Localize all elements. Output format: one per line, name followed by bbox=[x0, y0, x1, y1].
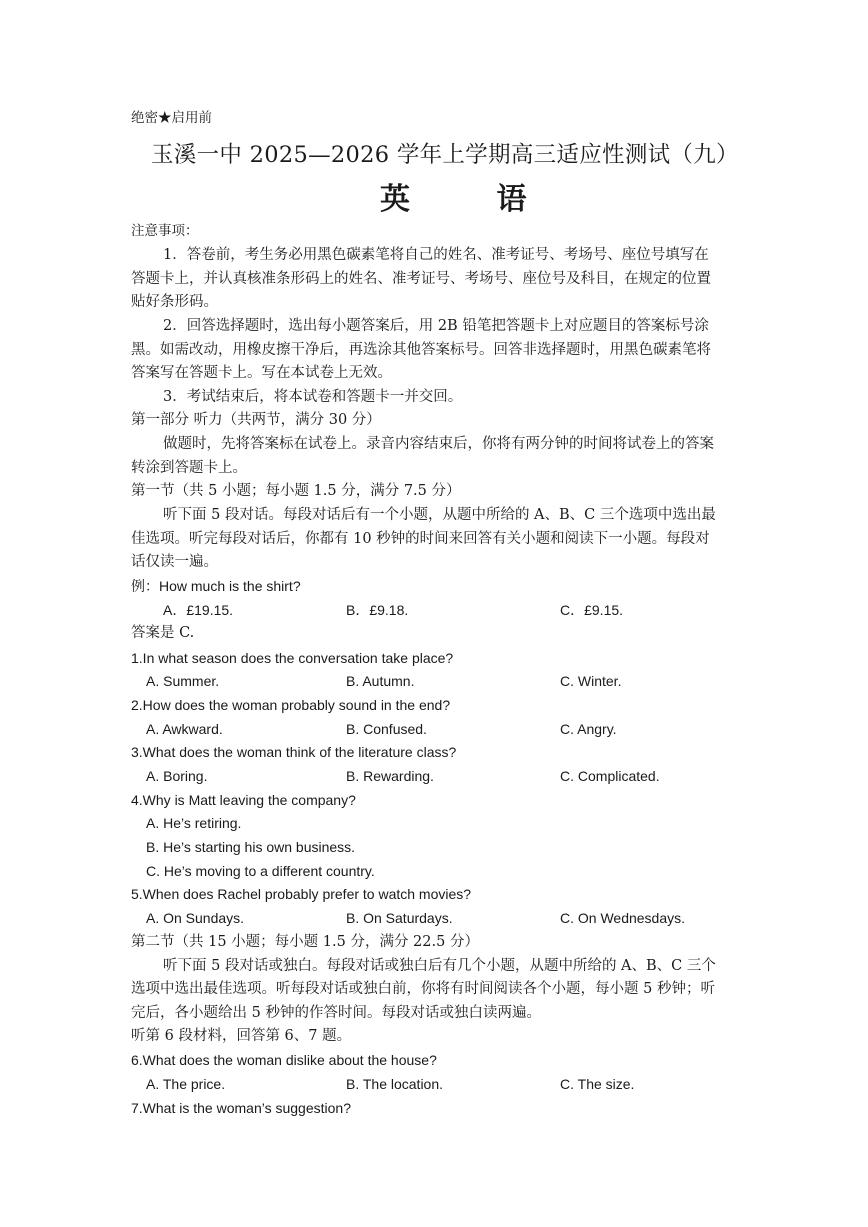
section2-intro-cont: 完后，各小题给出 5 秒钟的作答时间。每段对话或独白读两遍。 bbox=[131, 1005, 541, 1021]
section1-intro-cont: 话仅读一遍。 bbox=[131, 554, 218, 570]
q2-option-b: B. Confused. bbox=[346, 721, 427, 737]
q2-option-a: A. Awkward. bbox=[146, 721, 223, 737]
q3-option-c: C. Complicated. bbox=[560, 768, 660, 784]
question-1: 1.In what season does the conversation take place? bbox=[131, 650, 454, 666]
notice-title: 注意事项： bbox=[131, 223, 199, 239]
q3-option-b: B. Rewarding. bbox=[346, 768, 434, 784]
notice-item-1: 1．答卷前，考生务必用黑色碳素笔将自己的姓名、准考证号、考场号、座位号填写在 bbox=[163, 247, 709, 263]
q5-option-a: A. On Sundays. bbox=[146, 910, 245, 926]
question-6: 6.What does the woman dislike about the house? bbox=[131, 1052, 437, 1068]
example-option-b: B．£9.18. bbox=[346, 602, 409, 618]
exam-title: 玉溪一中 2025—2026 学年上学期高三适应性测试（九） bbox=[151, 142, 739, 168]
section1-intro: 听下面 5 段对话。每段对话后有一个小题，从题中所给的 A、B、C 三个选项中选出最 bbox=[163, 507, 716, 523]
example-answer: 答案是 C. bbox=[131, 625, 195, 641]
q4-option-a: A. He’s retiring. bbox=[146, 815, 242, 831]
question-3: 3.What does the woman think of the literature class? bbox=[131, 744, 457, 760]
notice-item-1-cont: 答题卡上，并认真核准条形码上的姓名、准考证号、考场号、座位号及科目，在规定的位置 bbox=[131, 271, 711, 287]
question-4: 4.Why is Matt leaving the company? bbox=[131, 792, 356, 808]
material-6-header: 听第 6 段材料，回答第 6、7 题。 bbox=[131, 1028, 352, 1044]
q6-option-a: A. The price. bbox=[146, 1076, 226, 1092]
example-option-a: A．£19.15. bbox=[163, 602, 234, 618]
q1-option-a: A. Summer. bbox=[146, 673, 220, 689]
part1-intro: 做题时，先将答案标在试卷上。录音内容结束后，你将有两分钟的时间将试卷上的答案 bbox=[163, 436, 714, 452]
section2-title: 第二节（共 15 小题；每小题 1.5 分，满分 22.5 分） bbox=[131, 934, 479, 950]
q1-option-b: B. Autumn. bbox=[346, 673, 415, 689]
notice-item-1-cont: 贴好条形码。 bbox=[131, 294, 218, 310]
q6-option-c: C. The size. bbox=[560, 1076, 635, 1092]
confidential-mark: 绝密★启用前 bbox=[131, 110, 212, 126]
example-option-c: C．£9.15. bbox=[560, 602, 624, 618]
part1-intro-cont: 转涂到答题卡上。 bbox=[131, 460, 247, 476]
section2-intro: 听下面 5 段对话或独白。每段对话或独白后有几个小题，从题中所给的 A、B、C 三个 bbox=[163, 958, 716, 974]
question-5: 5.When does Rachel probably prefer to watch movies? bbox=[131, 886, 472, 902]
q5-option-c: C. On Wednesdays. bbox=[560, 910, 686, 926]
subject-title: 英 语 bbox=[380, 182, 565, 217]
notice-item-2-cont: 答案写在答题卡上。写在本试卷上无效。 bbox=[131, 365, 392, 381]
notice-item-2: 2．回答选择题时，选出每小题答案后，用 2B 铅笔把答题卡上对应题目的答案标号涂 bbox=[163, 318, 709, 334]
section2-intro-cont: 选项中选出最佳选项。听每段对话或独白前，你将有时间阅读各个小题，每小题 5 秒钟；听 bbox=[131, 981, 715, 997]
example-question: 例：How much is the shirt? bbox=[131, 578, 301, 594]
notice-item-2-cont: 黑。如需改动，用橡皮擦干净后，再选涂其他答案标号。回答非选择题时，用黑色碳素笔将 bbox=[131, 342, 711, 358]
section1-intro-cont: 佳选项。听完每段对话后，你都有 10 秒钟的时间来回答有关小题和阅读下一小题。每段对 bbox=[131, 531, 710, 547]
q2-option-c: C. Angry. bbox=[560, 721, 617, 737]
section1-title: 第一节（共 5 小题；每小题 1.5 分，满分 7.5 分） bbox=[131, 483, 461, 499]
q5-option-b: B. On Saturdays. bbox=[346, 910, 453, 926]
q3-option-a: A. Boring. bbox=[146, 768, 208, 784]
notice-item-3: 3．考试结束后，将本试卷和答题卡一并交回。 bbox=[163, 389, 463, 405]
question-2: 2.How does the woman probably sound in the end? bbox=[131, 697, 451, 713]
q4-option-b: B. He’s starting his own business. bbox=[146, 839, 356, 855]
question-7: 7.What is the woman’s suggestion? bbox=[131, 1100, 351, 1116]
part1-title: 第一部分 听力（共两节，满分 30 分） bbox=[131, 412, 381, 428]
q4-option-c: C. He’s moving to a different country. bbox=[146, 863, 375, 879]
q1-option-c: C. Winter. bbox=[560, 673, 622, 689]
q6-option-b: B. The location. bbox=[346, 1076, 444, 1092]
